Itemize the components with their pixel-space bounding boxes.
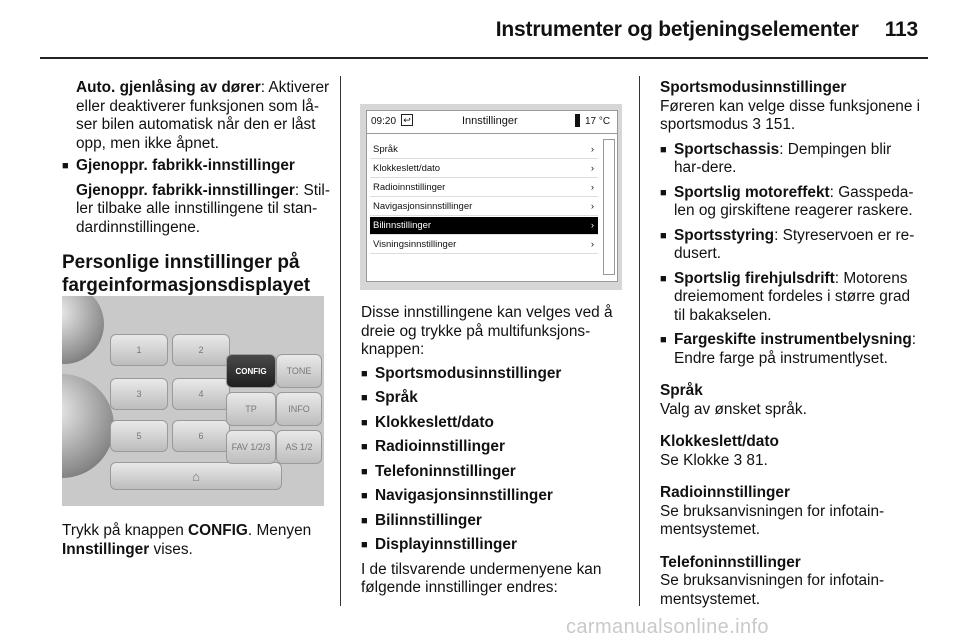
page-number: 113 — [884, 18, 918, 41]
menu-item-label: Bilinnstillinger — [373, 220, 432, 231]
bullet-desc: : Styreservoen er re-dusert. — [674, 226, 915, 262]
chevron-right-icon: › — [590, 182, 594, 193]
bullet-term: Sportslig motoreffekt — [674, 183, 830, 201]
volume-knob — [62, 296, 104, 364]
section-heading-line1: Personlige innstillinger på — [62, 252, 300, 273]
photo-caption — [62, 522, 330, 559]
control-panel-photo — [62, 296, 324, 506]
header-rule — [40, 57, 928, 59]
key-1: 1 — [110, 334, 168, 366]
sport-text: Føreren kan velge disse funksjonene i sportsmodus — [660, 97, 921, 133]
heading-sport: Sportsmodusinnstillinger — [660, 79, 847, 96]
info-key: INFO — [276, 392, 322, 426]
paragraph-factory-reset — [62, 182, 330, 238]
heading-radio: Radioinnstillinger — [660, 484, 790, 501]
menu-item-radio — [370, 179, 598, 197]
bullet-fargeskifte — [660, 331, 922, 368]
home-key: ⌂ — [110, 462, 282, 490]
section-heading-line2: fargeinformasjonsdisplayet — [62, 275, 311, 296]
bullet-desc: : Gasspeda-len og girskiftene reagerer raskere. — [674, 183, 914, 219]
bullet-sportsstyring — [660, 227, 922, 264]
right-column — [660, 79, 922, 609]
menu-item-navigasjon — [370, 198, 598, 216]
bullet-motoreffekt — [660, 184, 922, 221]
heading-telefon: Telefoninnstillinger — [660, 553, 801, 571]
bullet-factory-reset: ■ Gjenoppr. fabrikk-innstillinger — [62, 157, 330, 176]
menu-item-label: Visningsinnstillinger — [373, 239, 457, 250]
menu-item-label: Klokkeslett/dato — [373, 163, 441, 174]
screen-temp: 17 °C — [585, 116, 611, 127]
middle-intro: Disse innstillingene kan velges ved å dreie og trykke på multifunksjons-knappen: — [361, 304, 613, 358]
tp-key: TP — [226, 392, 276, 426]
bullet-desc: : Dempingen blir har-dere. — [674, 140, 892, 176]
caption-text-3: vises. — [149, 540, 193, 558]
column-divider-right — [639, 76, 640, 606]
page-header — [496, 18, 918, 42]
bullet-sportschassis — [660, 141, 922, 178]
desc-factory-reset: : Stil-ler tilbake alle innstillingene til stan-dardinnstillingene. — [76, 181, 330, 236]
key-6: 6 — [172, 420, 230, 452]
fav-key: FAV 1/2/3 — [226, 430, 276, 464]
watermark: carmanualsonline.info — [566, 616, 769, 638]
paragraph-telefon: Se bruksanvisningen for infotain-mentsystemet. — [660, 572, 885, 608]
klokke-page: 81. — [742, 451, 768, 469]
chevron-right-icon: › — [590, 201, 594, 212]
list-item: ■ Displayinnstillinger — [361, 536, 629, 555]
menu-item-bil-selected — [370, 217, 598, 235]
menu-knob — [62, 374, 114, 478]
settings-bullet-list — [361, 365, 629, 555]
bullet-firehjulsdrift — [660, 270, 922, 326]
menu-item-visning — [370, 236, 598, 254]
heading-sprak: Språk — [660, 382, 703, 399]
caption-config: CONFIG — [188, 522, 248, 539]
key-4: 4 — [172, 378, 230, 410]
config-key: CONFIG — [226, 354, 276, 388]
settings-screen — [366, 110, 618, 282]
paragraph-sprak: Valg av ønsket språk. — [660, 400, 807, 418]
caption-text-2: . Menyen — [247, 522, 312, 539]
left-column — [62, 79, 330, 297]
list-item: ■ Navigasjonsinnstillinger — [361, 487, 629, 506]
key-5: 5 — [110, 420, 168, 452]
paragraph-klokke — [660, 452, 922, 471]
term-factory-reset: Gjenoppr. fabrikk-innstillinger — [76, 181, 295, 199]
bullet-desc: : Motorens dreiemoment fordeles i større grad til bakakselen. — [674, 269, 911, 324]
page-ref-icon: 3 — [752, 116, 761, 133]
bullet-term: Fargeskifte instrumentbelysning — [674, 331, 912, 348]
menu-item-label: Radioinnstillinger — [373, 182, 446, 193]
list-item: ■ Klokkeslett/dato — [361, 414, 629, 433]
section-heading — [62, 251, 330, 297]
list-item: ■ Språk — [361, 389, 629, 408]
paragraph-auto-lock — [62, 79, 330, 153]
list-item: ■ Telefoninnstillinger — [361, 463, 629, 482]
menu-item-klokkeslett — [370, 160, 598, 178]
list-item: ■ Radioinnstillinger — [361, 438, 629, 457]
list-item: ■ Sportsmodusinnstillinger — [361, 365, 629, 384]
chevron-right-icon: › — [590, 220, 594, 231]
klokke-text: Se Klokke — [660, 451, 734, 469]
menu-item-label: Språk — [373, 144, 398, 155]
as-key: AS 1/2 — [276, 430, 322, 464]
middle-outro: I de tilsvarende undermenyene kan følgende innstillinger endres: — [361, 560, 602, 596]
screen-scrollbar — [603, 139, 615, 275]
chevron-right-icon: › — [590, 144, 594, 155]
bullet-desc: : Endre farge på instrumentlyset. — [674, 331, 917, 367]
key-2: 2 — [172, 334, 230, 366]
header-title: Instrumenter og betjeningselementer — [495, 18, 859, 41]
chevron-right-icon: › — [590, 239, 594, 250]
heading-klokke: Klokkeslett/dato — [660, 433, 779, 450]
desc-auto-lock: : Aktiverer eller deaktiverer funksjonen som lå-ser bilen automatisk når den er låst opp, men ikke åpnet. — [76, 79, 330, 152]
paragraph-sport — [660, 98, 922, 135]
bullet-term: Sportsstyring — [674, 226, 775, 244]
caption-text-1: Trykk på knappen — [62, 522, 189, 539]
caption-innstillinger: Innstillinger — [62, 540, 150, 558]
back-icon: ↩ — [401, 114, 413, 126]
screen-title: Innstillinger — [462, 115, 518, 127]
list-item: ■ Bilinnstillinger — [361, 512, 629, 531]
screen-top-bar — [367, 111, 617, 134]
page-ref-icon: 3 — [733, 451, 743, 469]
sport-page: 151. — [760, 116, 796, 133]
phone-icon — [575, 114, 580, 127]
menu-item-sprak — [370, 141, 598, 159]
paragraph-radio: Se bruksanvisningen for infotain-mentsystemet. — [660, 502, 885, 538]
bullet-term: Sportschassis — [674, 140, 780, 158]
key-3: 3 — [110, 378, 168, 410]
term-auto-lock: Auto. gjenlåsing av dører — [76, 79, 261, 96]
menu-item-label: Navigasjonsinnstillinger — [373, 201, 473, 212]
middle-column — [361, 304, 629, 598]
settings-screen-illustration — [360, 104, 622, 290]
screen-time: 09:20 — [371, 116, 397, 127]
column-divider-left — [340, 76, 341, 606]
chevron-right-icon: › — [590, 163, 594, 174]
tone-key: TONE — [276, 354, 322, 388]
bullet-term: Sportslig firehjulsdrift — [674, 269, 835, 287]
